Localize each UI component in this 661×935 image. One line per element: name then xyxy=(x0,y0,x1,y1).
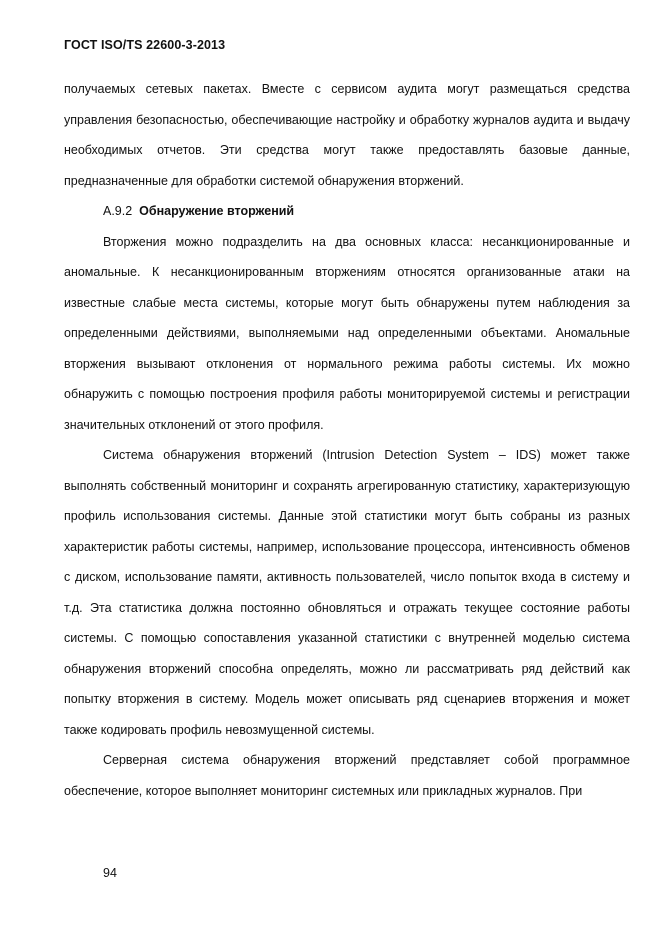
paragraph-ids-monitoring: Система обнаружения вторжений (Intrusion Detection System – IDS) может также выполнять собственный мониторинг и сохранять агрегированную статистику, характеризующую профиль использования системы. Данные этой статистики могут быть собраны из разных характеристик работы системы, например, использование процессора, интенсивность обменов с диском, использование памяти, активность пользователей, число попыток входа в систему и т.д. Эта статистика должна постоянно обновляться и отражать текущее состояние работы системы. С помощью сопоставления указанной статистики с внутренней моделью система обнаружения вторжений способна определять, можно ли рассматривать ряд действий как попытку вторжения в систему. Модель может описывать ряд сценариев вторжения и может также кодировать профиль невозмущенной системы. xyxy=(64,448,630,737)
paragraph-server-ids: Серверная система обнаружения вторжений представляет собой программное обеспечение, которое выполняет мониторинг системных или прикладных журналов. При xyxy=(64,753,630,798)
paragraph-audit-tools: получаемых сетевых пакетах. Вместе с сервисом аудита могут размещаться средства управления безопасностью, обеспечивающие настройку и обработку журналов аудита и выдачу необходимых отчетов. Эти средства могут также предоставлять базовые данные, предназначенные для обработки системой обнаружения вторжений. xyxy=(64,82,630,188)
document-body xyxy=(64,74,630,806)
paragraph-intrusion-classes: Вторжения можно подразделить на два основных класса: несанкционированные и аномальные. К несанкционированным вторжениям относятся организованные атаки на известные слабые места системы, которые могут быть обнаружены путем наблюдения за определенными действиями, выполняемыми над определенными объектами. Аномальные вторжения вызывают отклонения от нормального режима работы системы. Их можно обнаружить с помощью построения профиля работы мониторируемой системы и регистрации значительных отклонений от этого профиля. xyxy=(64,234,630,432)
section-number: A.9.2 xyxy=(103,204,133,218)
section-title: Обнаружение вторжений xyxy=(139,204,295,218)
page-number: 94 xyxy=(103,866,117,880)
document-header: ГОСТ ISO/TS 22600-3-2013 xyxy=(64,38,226,52)
section-heading xyxy=(64,196,630,227)
